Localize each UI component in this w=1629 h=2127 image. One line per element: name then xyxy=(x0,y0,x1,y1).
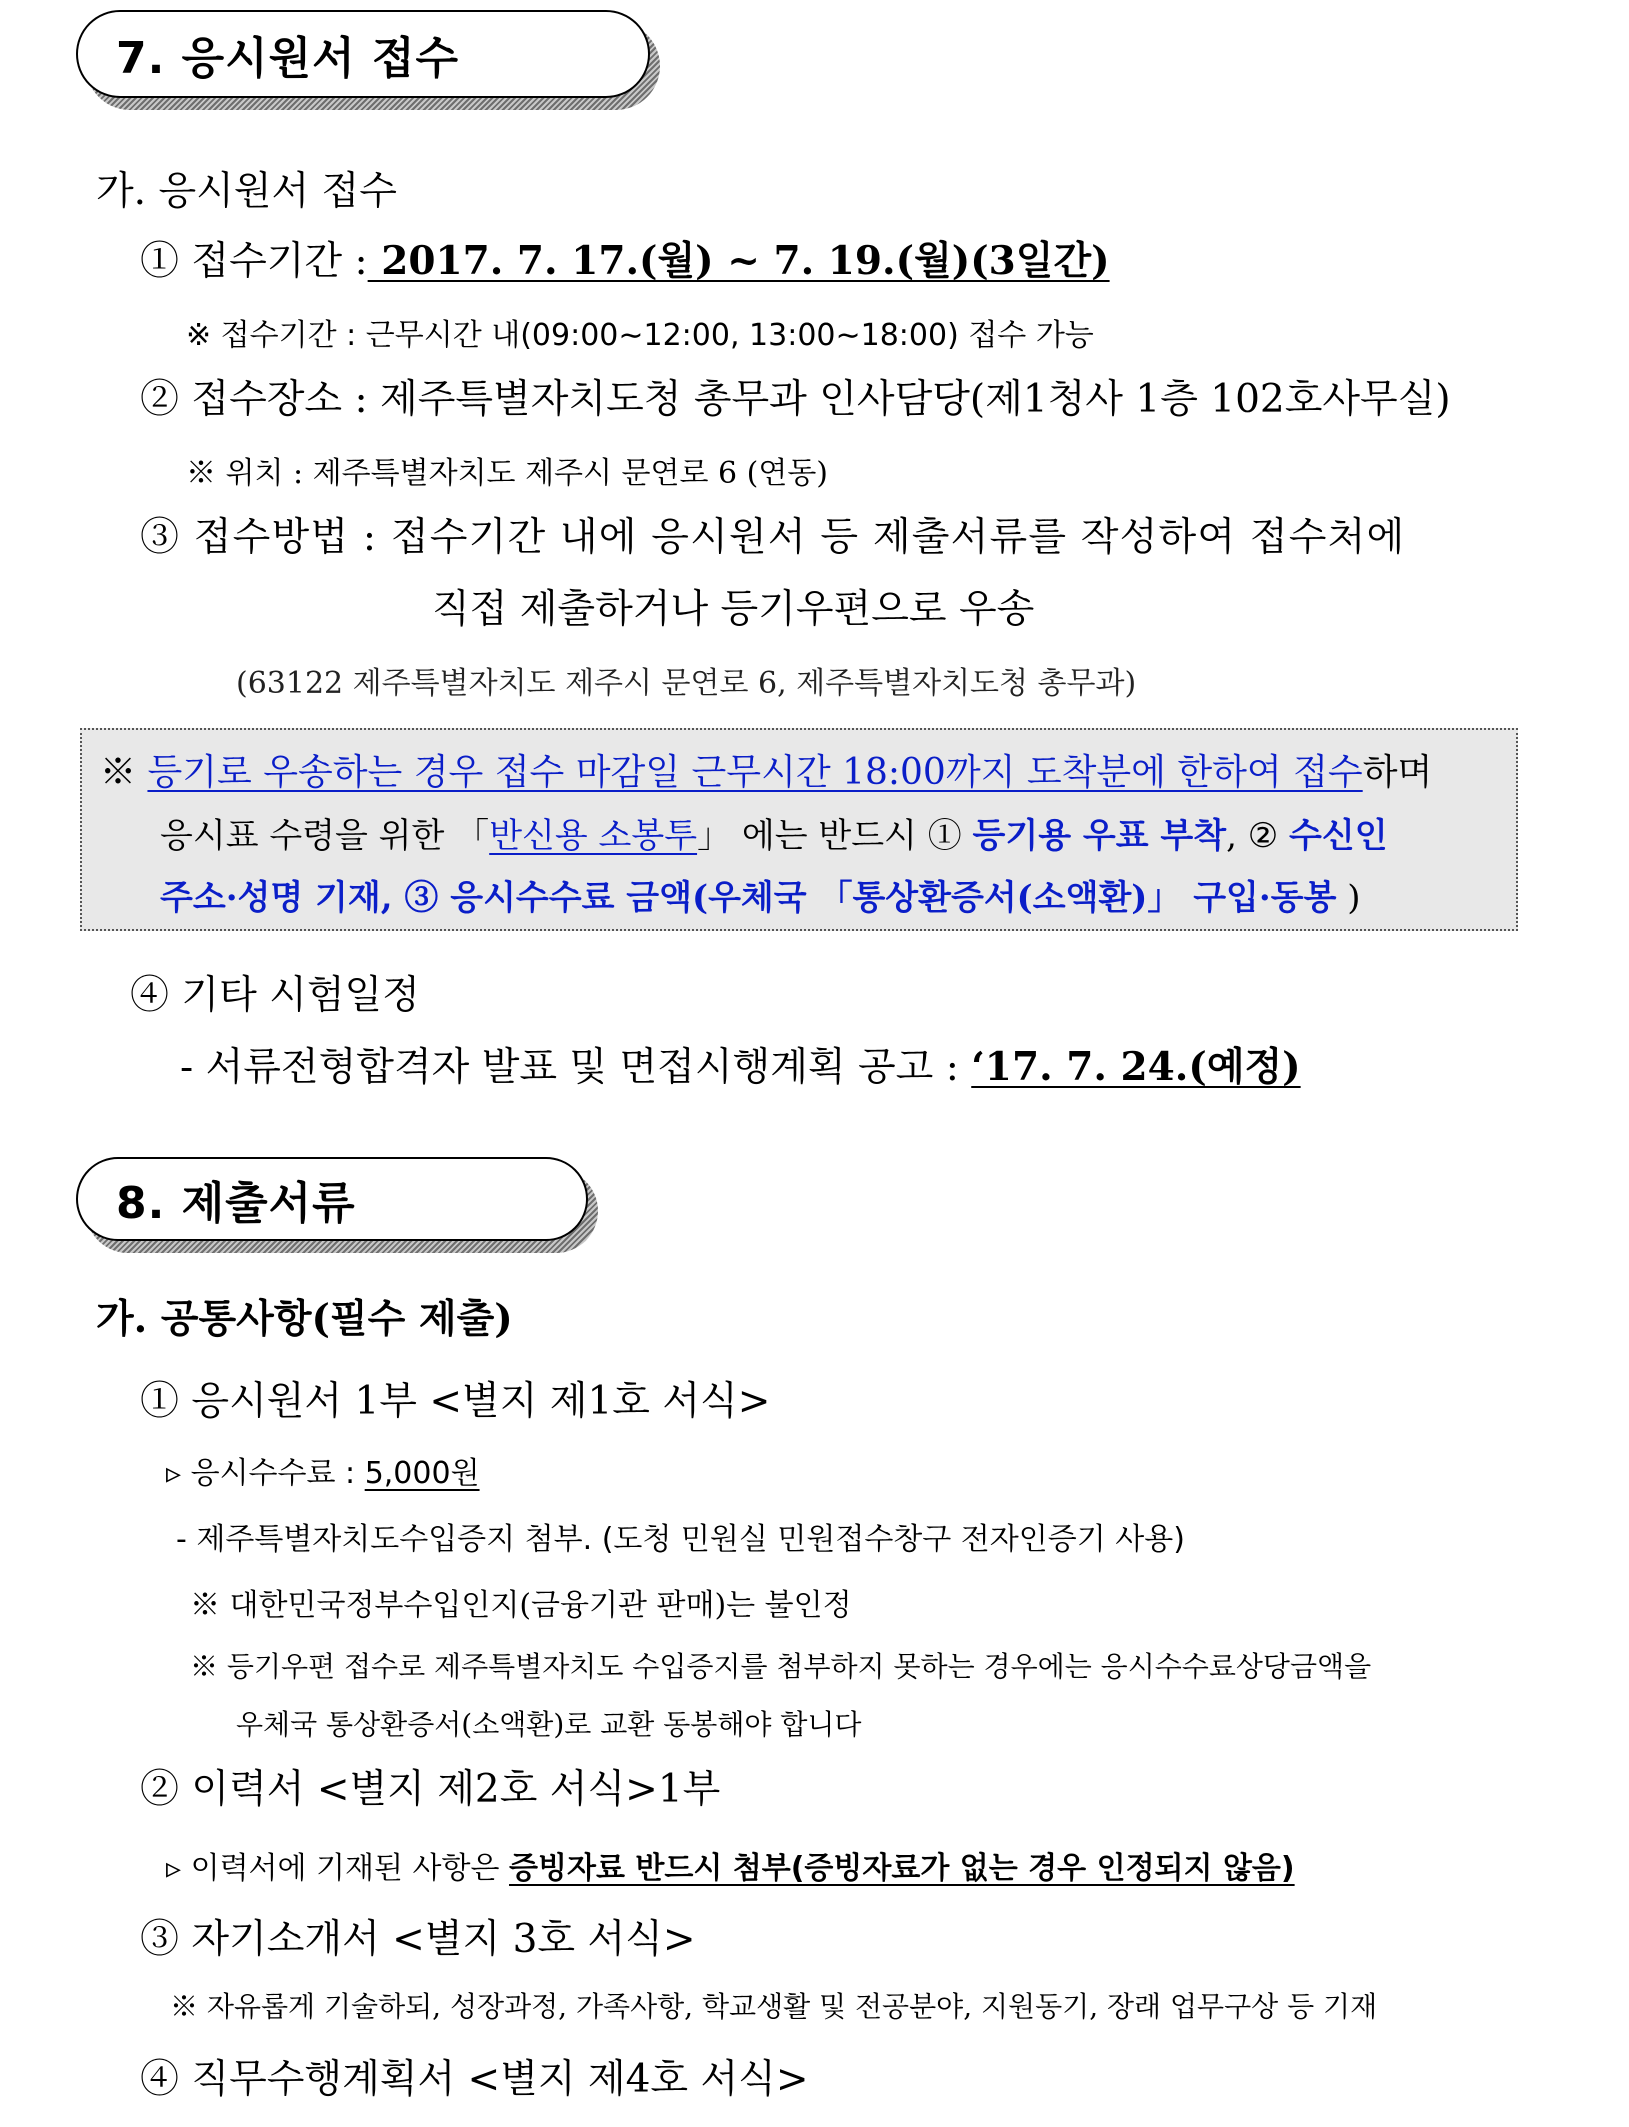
doc2-note-label: ▹ 이력서에 기재된 사항은 xyxy=(166,1851,510,1886)
subheading-common: 가. 공통사항(필수 제출) xyxy=(96,1296,513,1342)
item1-colon: : xyxy=(354,239,368,284)
doc1: ① 응시원서 1부 <별지 제1호 서식> xyxy=(140,1379,771,1424)
item1-label: ① 접수기간 xyxy=(140,239,355,284)
item4: ④ 기타 시험일정 xyxy=(130,973,420,1018)
doc1-note1: ※ 대한민국정부수입인지(금융기관 판매)는 불인정 xyxy=(190,1588,852,1623)
notice-fee-info: 주소·성명 기재, ③ 응시수수료 금액(우체국 「통상환증서(소액환)」 구입·동봉 xyxy=(160,878,1337,918)
doc3: ③ 자기소개서 <별지 3호 서식> xyxy=(140,1917,696,1962)
section-7-header xyxy=(76,10,650,98)
notice-deadline: 등기로 우송하는 경우 접수 마감일 근무시간 18:00까지 도착분에 한하여 접수 xyxy=(147,752,1363,793)
application-period: 2017. 7. 17.(월) ~ 7. 19.(월)(3일간) xyxy=(367,238,1110,284)
notice-box xyxy=(80,728,1518,931)
notice-mark: ※ xyxy=(100,752,148,793)
item4-schedule xyxy=(180,1036,1301,1092)
item1 xyxy=(140,230,1110,286)
header-box xyxy=(76,10,650,98)
doc4: ④ 직무수행계획서 <별지 제4호 서식> xyxy=(140,2057,809,2102)
doc1-stamp: - 제주특별자치도수입증지 첨부. (도청 민원실 민원접수창구 전자인증기 사용) xyxy=(176,1522,1185,1557)
notice-line3 xyxy=(160,870,1361,919)
note-hours: ※ 접수기간 : 근무시간 내(09:00∼12:00, 13:00∼18:00) 접수 가능 xyxy=(186,318,1094,353)
notice-l2-c: , ② xyxy=(1226,816,1290,856)
item2: ② 접수장소 : 제주특별자치도청 총무과 인사담당(제1청사 1층 102호사무실) xyxy=(140,377,1451,422)
notice-recipient: 수신인 xyxy=(1289,816,1388,856)
item3-address: (63122 제주특별자치도 제주시 문연로 6, 제주특별자치도청 총무과) xyxy=(236,666,1137,701)
item3-line2: 직접 제출하거나 등기우편으로 우송 xyxy=(432,587,1035,632)
fee-label: ▹ 응시수수료 : xyxy=(166,1456,365,1491)
doc2: ② 이력서 <별지 제2호 서식>1부 xyxy=(140,1767,721,1812)
notice-stamp: 등기용 우표 부착 xyxy=(972,816,1227,856)
notice-line2 xyxy=(160,808,1388,857)
fee-value: 5,000원 xyxy=(364,1456,480,1491)
notice-l2-b: 」 에는 반드시 ① xyxy=(697,816,973,856)
announcement-date: ‘17. 7. 24.(예정) xyxy=(971,1044,1301,1090)
item4-sub: - 서류전형합격자 발표 및 면접시행계획 공고 : xyxy=(180,1045,972,1090)
item3-line1: ③ 접수방법 : 접수기간 내에 응시원서 등 제출서류를 작성하여 접수처에 xyxy=(140,515,1406,560)
doc1-fee xyxy=(166,1448,480,1492)
header-box xyxy=(76,1157,588,1241)
doc2-note xyxy=(166,1843,1295,1887)
section-8-header xyxy=(76,1157,588,1241)
note-location: ※ 위치 : 제주특별자치도 제주시 문연로 6 (연동) xyxy=(186,456,829,491)
doc1-note2-line2: 우체국 통상환증서(소액환)로 교환 동봉해야 합니다 xyxy=(236,1708,862,1741)
notice-l3-tail: ) xyxy=(1336,878,1361,918)
section-8-title: 8. 제출서류 xyxy=(116,1178,356,1229)
doc1-note2-line1: ※ 등기우편 접수로 제주특별자치도 수입증지를 첨부하지 못하는 경우에는 응시수수료상당금액을 xyxy=(190,1650,1372,1683)
notice-line1 xyxy=(100,744,1432,795)
subheading-a: 가. 응시원서 접수 xyxy=(96,169,397,214)
notice-l1-tail: 하며 xyxy=(1362,752,1433,793)
notice-return-envelope: 반신용 소봉투 xyxy=(489,816,698,856)
doc3-note: ※ 자유롭게 기술하되, 성장과정, 가족사항, 학교생활 및 전공분야, 지원동기, 장래 업무구상 등 기재 xyxy=(170,1990,1378,2023)
notice-l2-a: 응시표 수령을 위한 「 xyxy=(160,816,490,856)
section-7-title: 7. 응시원서 접수 xyxy=(116,33,459,84)
evidence-requirement: 증빙자료 반드시 첨부(증빙자료가 없는 경우 인정되지 않음) xyxy=(509,1851,1295,1886)
